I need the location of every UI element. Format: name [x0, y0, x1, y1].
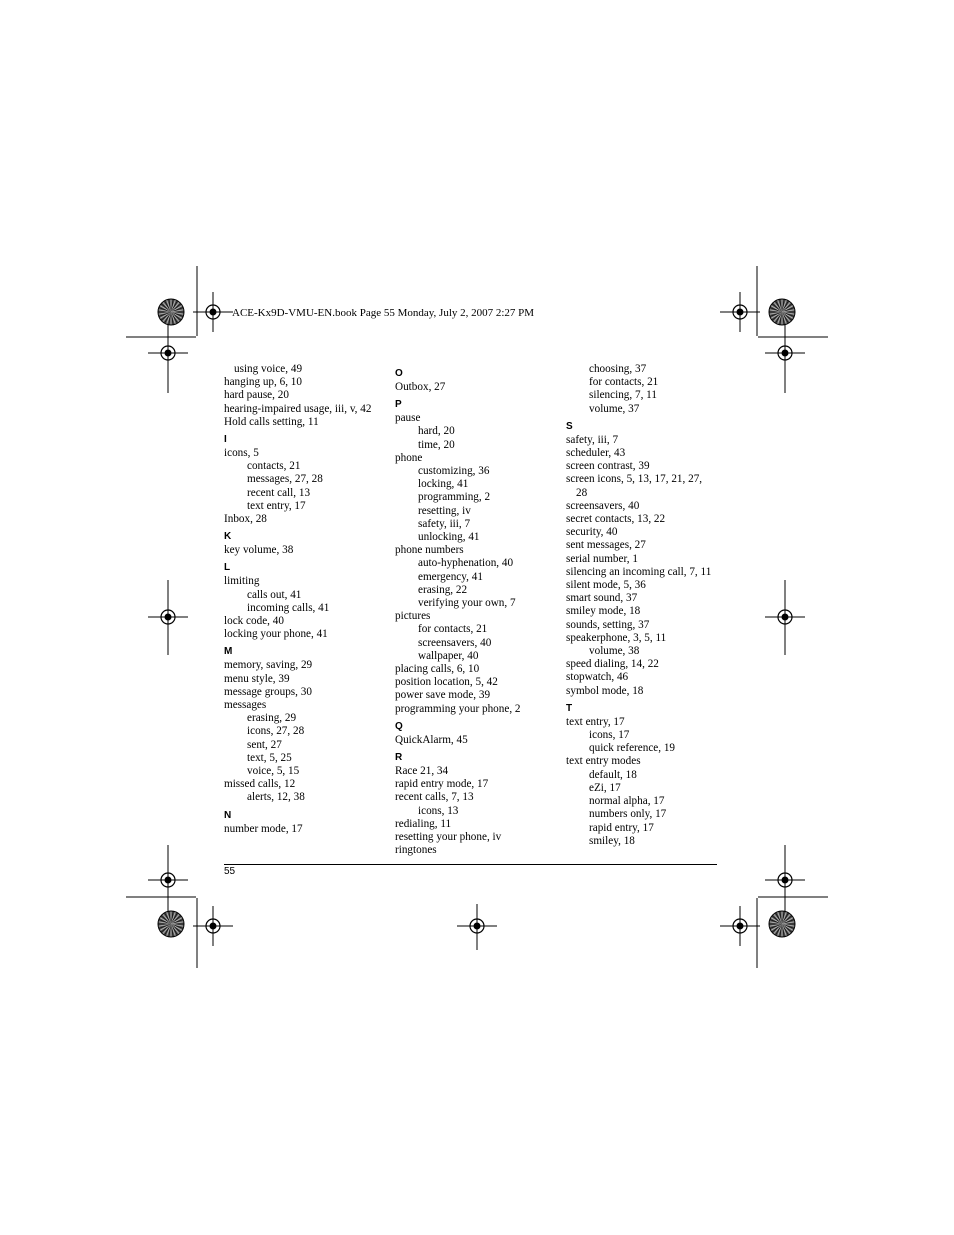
registration-mark [148, 333, 188, 373]
index-entry: rapid entry mode, 17 [395, 778, 489, 791]
index-entry: locking your phone, 41 [224, 628, 328, 641]
index-entry: incoming calls, 41 [247, 601, 330, 614]
index-entry: recent calls, 7, 13 [395, 791, 474, 804]
index-column-2 [395, 363, 565, 858]
index-section-letter: R [395, 752, 403, 764]
index-entry: pictures [395, 610, 431, 623]
index-entry: screensavers, 40 [566, 499, 640, 512]
index-entry: security, 40 [566, 526, 618, 539]
index-entry: secret contacts, 13, 22 [566, 513, 666, 526]
index-entry: quick reference, 19 [589, 742, 676, 755]
index-entry: text, 5, 25 [247, 751, 292, 764]
registration-mark [765, 860, 805, 900]
index-entry: locking, 41 [418, 478, 469, 491]
index-entry: volume, 38 [589, 645, 640, 658]
index-entry: resetting, iv [418, 504, 471, 517]
index-entry: icons, 17 [589, 729, 630, 742]
index-section-letter: K [224, 531, 232, 543]
index-entry: screen contrast, 39 [566, 460, 650, 473]
index-entry: icons, 27, 28 [247, 725, 305, 738]
index-entry: customizing, 36 [418, 465, 490, 478]
index-entry: menu style, 39 [224, 672, 290, 685]
star-target-mark [769, 299, 795, 325]
index-entry: 28 [576, 486, 588, 499]
index-entry: phone numbers [395, 544, 464, 557]
registration-mark [765, 597, 805, 637]
index-entry: number mode, 17 [224, 822, 303, 835]
index-entry: screen icons, 5, 13, 17, 21, 27, [566, 473, 703, 486]
print-slug: ACE-Kx9D-VMU-EN.book Page 55 Monday, July 2, 2007 2:27 PM [232, 307, 535, 319]
index-entry: resetting your phone, iv [395, 831, 502, 844]
index-entry: hard, 20 [418, 425, 455, 438]
index-entry: scheduler, 43 [566, 447, 626, 460]
index-entry: power save mode, 39 [395, 689, 491, 702]
index-entry: safety, iii, 7 [566, 433, 619, 446]
index-entry: icons, 13 [418, 804, 459, 817]
index-entry: Race 21, 34 [395, 765, 449, 778]
index-entry: programming, 2 [418, 491, 491, 504]
index-entry: voice, 5, 15 [247, 765, 300, 778]
index-entry: memory, saving, 29 [224, 659, 313, 672]
index-entry: silent mode, 5, 36 [566, 579, 646, 592]
star-target-mark [158, 911, 184, 937]
index-entry: for contacts, 21 [418, 623, 488, 636]
index-entry: smiley mode, 18 [566, 605, 641, 618]
index-entry: ringtones [395, 844, 437, 857]
index-entry: using voice, 49 [234, 363, 303, 375]
index-section-letter: Q [395, 720, 403, 732]
index-section-letter: T [566, 702, 573, 714]
index-section-letter: O [395, 368, 403, 379]
index-entry: hanging up, 6, 10 [224, 376, 302, 389]
index-entry: wallpaper, 40 [418, 649, 479, 662]
index-column-1 [224, 363, 394, 836]
index-entry: text entry modes [566, 755, 641, 768]
index-entry: phone [395, 451, 423, 464]
index-entry: default, 18 [589, 768, 637, 781]
index-entry: smiley, 18 [589, 834, 635, 847]
index-entry: safety, iii, 7 [418, 517, 471, 530]
index-entry: for contacts, 21 [589, 376, 659, 389]
index-entry: Hold calls setting, 11 [224, 415, 319, 428]
index-entry: silencing, 7, 11 [589, 389, 657, 402]
index-section-letter: P [395, 399, 402, 411]
registration-mark [720, 906, 760, 946]
index-section-letter: M [224, 646, 233, 658]
index-column-3 [566, 363, 736, 848]
footer-rule [224, 864, 717, 865]
index-entry: sent, 27 [247, 738, 282, 751]
index-entry: lock code, 40 [224, 615, 284, 628]
index-entry: screensavers, 40 [418, 636, 492, 649]
registration-mark [720, 292, 760, 332]
star-target-mark [158, 299, 184, 325]
index-entry: contacts, 21 [247, 460, 301, 473]
index-entry: hearing-impaired usage, iii, v, 42 [224, 402, 372, 415]
index-section-letter: N [224, 809, 232, 821]
index-entry: time, 20 [418, 438, 455, 451]
index-entry: rapid entry, 17 [589, 821, 654, 834]
index-entry: pause [395, 412, 421, 425]
index-entry: messages, 27, 28 [247, 473, 323, 486]
index-entry: emergency, 41 [418, 570, 483, 583]
index-entry: Inbox, 28 [224, 513, 267, 526]
index-entry: eZi, 17 [589, 781, 621, 794]
index-entry: auto-hyphenation, 40 [418, 557, 514, 570]
index-entry: numbers only, 17 [589, 808, 667, 821]
index-entry: hard pause, 20 [224, 389, 289, 402]
registration-mark [765, 333, 805, 373]
index-entry: message groups, 30 [224, 685, 312, 698]
index-entry: QuickAlarm, 45 [395, 733, 468, 746]
index-entry: text entry, 17 [247, 499, 306, 512]
index-entry: icons, 5 [224, 447, 259, 460]
index-entry: sounds, setting, 37 [566, 618, 650, 631]
index-entry: calls out, 41 [247, 588, 302, 601]
index-entry: text entry, 17 [566, 715, 625, 728]
index-entry: symbol mode, 18 [566, 684, 644, 697]
index-entry: sent messages, 27 [566, 539, 646, 552]
star-target-mark [769, 911, 795, 937]
index-entry: programming your phone, 2 [395, 702, 521, 715]
index-entry: speakerphone, 3, 5, 11 [566, 631, 667, 644]
index-entry: choosing, 37 [589, 363, 647, 375]
registration-mark [193, 292, 233, 332]
index-entry: placing calls, 6, 10 [395, 663, 480, 676]
index-entry: normal alpha, 17 [589, 795, 665, 808]
index-entry: speed dialing, 14, 22 [566, 658, 659, 671]
index-entry: verifying your own, 7 [418, 597, 516, 610]
index-entry: Outbox, 27 [395, 381, 446, 393]
index-entry: serial number, 1 [566, 552, 638, 565]
index-entry: limiting [224, 575, 260, 588]
index-entry: volume, 37 [589, 402, 640, 415]
index-entry: missed calls, 12 [224, 778, 296, 791]
index-section-letter: L [224, 562, 231, 574]
index-entry: key volume, 38 [224, 544, 294, 557]
registration-mark [193, 906, 233, 946]
index-entry: redialing, 11 [395, 817, 452, 830]
registration-mark [148, 860, 188, 900]
index-section-letter: I [224, 434, 227, 446]
index-section-letter: S [566, 420, 573, 432]
index-entry: position location, 5, 42 [395, 676, 498, 689]
index-entry: stopwatch, 46 [566, 671, 629, 684]
page-number: 55 [224, 866, 236, 877]
index-entry: recent call, 13 [247, 486, 311, 499]
index-entry: smart sound, 37 [566, 592, 638, 605]
index-entry: erasing, 29 [247, 712, 297, 725]
registration-mark [148, 597, 188, 637]
index-entry: alerts, 12, 38 [247, 791, 305, 804]
index-entry: erasing, 22 [418, 583, 468, 596]
index-entry: messages [224, 699, 267, 712]
index-entry: silencing an incoming call, 7, 11 [566, 565, 712, 578]
index-entry: unlocking, 41 [418, 531, 480, 544]
